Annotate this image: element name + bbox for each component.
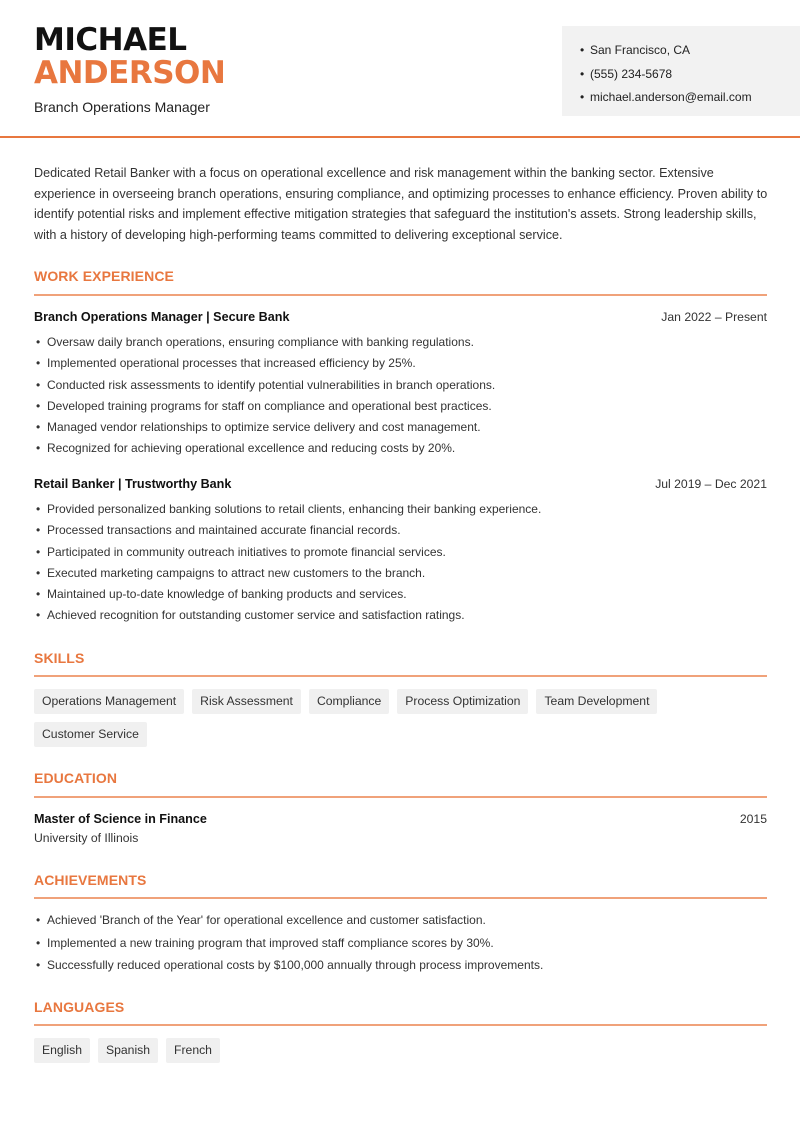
achievements-list <box>34 909 767 977</box>
job-role: Retail Banker | Trustworthy Bank <box>34 477 232 491</box>
job-bullets <box>34 332 767 460</box>
job-header <box>34 310 767 324</box>
contact-location: • San Francisco, CA <box>580 39 800 63</box>
last-name: ANDERSON <box>34 55 226 91</box>
education-entry <box>34 812 767 845</box>
graduation-year: 2015 <box>739 812 767 826</box>
candidate-name <box>34 24 225 90</box>
section-title-work-experience: WORK EXPERIENCE <box>34 268 174 284</box>
school: University of Illinois <box>34 831 139 845</box>
section-title-skills: SKILLS <box>34 650 85 666</box>
job-bullets <box>34 499 767 627</box>
professional-summary: Dedicated Retail Banker with a focus on operational excellence and risk management within the banking sector. Extensive experience in overseeing branch operations, ensuring compliance, and optimizing processes to enhance efficiency. Proven ability to identify potential risks and implement effective mitigation strategies that safeguard the institution's assets. Strong leadership skills, with a history of developing high-performing teams committed to delivering exceptional service. <box>34 166 768 243</box>
skill-chip: Compliance <box>309 689 389 714</box>
list-item: • Executed marketing campaigns to attract new customers to the branch. <box>34 563 767 584</box>
languages-list <box>34 1038 774 1063</box>
language-chip: French <box>166 1038 220 1063</box>
first-name: MICHAEL <box>34 22 187 58</box>
section-divider <box>34 1024 767 1026</box>
degree: Master of Science in Finance <box>34 812 207 826</box>
list-item: • Oversaw daily branch operations, ensuring compliance with banking regulations. <box>34 332 767 353</box>
list-item: • Maintained up-to-date knowledge of banking products and services. <box>34 584 767 605</box>
skill-chip: Process Optimization <box>397 689 528 714</box>
section-title-languages: LANGUAGES <box>34 999 125 1015</box>
skill-chip: Team Development <box>536 689 657 714</box>
contact-email: • michael.anderson@email.com <box>580 86 800 110</box>
contact-phone: • (555) 234-5678 <box>580 63 800 87</box>
list-item: • Implemented a new training program that improved staff compliance scores by 30%. <box>34 932 767 955</box>
job-dates: Jul 2019 – Dec 2021 <box>655 477 767 491</box>
job-role: Branch Operations Manager | Secure Bank <box>34 310 290 324</box>
list-item: • Successfully reduced operational costs by $100,000 annually through process improvements. <box>34 954 767 977</box>
skill-chip: Operations Management <box>34 689 184 714</box>
section-title-education: EDUCATION <box>34 770 118 786</box>
list-item: • Provided personalized banking solutions to retail clients, enhancing their banking experience. <box>34 499 767 520</box>
job-dates: Jan 2022 – Present <box>661 310 767 324</box>
list-item: • Processed transactions and maintained accurate financial records. <box>34 520 767 541</box>
language-chip: Spanish <box>98 1038 158 1063</box>
section-divider <box>34 675 767 677</box>
language-chip: English <box>34 1038 90 1063</box>
list-item: • Conducted risk assessments to identify potential vulnerabilities in branch operations. <box>34 375 767 396</box>
skill-chip: Risk Assessment <box>192 689 301 714</box>
section-title-achievements: ACHIEVEMENTS <box>34 872 147 888</box>
job-header <box>34 477 767 491</box>
list-item: • Developed training programs for staff on compliance and operational best practices. <box>34 396 767 417</box>
list-item: • Managed vendor relationships to optimize service delivery and cost management. <box>34 417 767 438</box>
list-item: • Achieved recognition for outstanding customer service and satisfaction ratings. <box>34 605 767 626</box>
section-divider <box>34 294 767 296</box>
list-item: • Implemented operational processes that increased efficiency by 25%. <box>34 353 767 374</box>
list-item: • Recognized for achieving operational excellence and reducing costs by 20%. <box>34 438 767 459</box>
section-divider <box>34 796 767 798</box>
skills-list <box>34 689 774 747</box>
resume-header <box>0 0 800 138</box>
contact-box <box>562 26 800 116</box>
skill-chip: Customer Service <box>34 722 147 747</box>
list-item: • Participated in community outreach initiatives to promote financial services. <box>34 542 767 563</box>
section-divider <box>34 897 767 899</box>
list-item: • Achieved 'Branch of the Year' for operational excellence and customer satisfaction. <box>34 909 767 932</box>
job-title: Branch Operations Manager <box>34 99 210 115</box>
